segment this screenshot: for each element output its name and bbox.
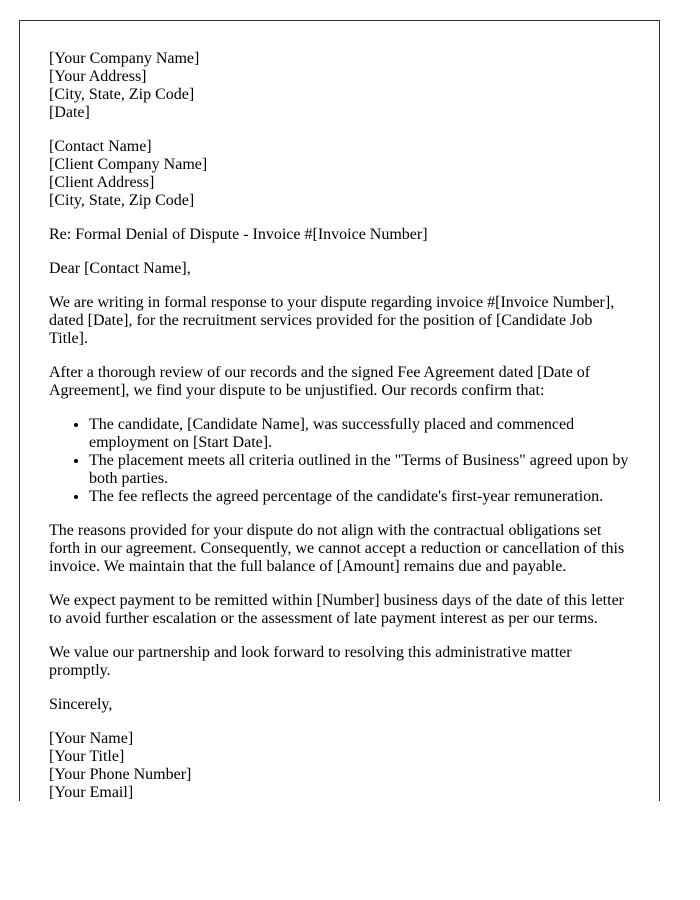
body-paragraph: We value our partnership and look forward to resolving this administrative matter promptly.: [49, 644, 572, 679]
body-paragraph: After a thorough review of our records and the signed Fee Agreement dated [Date of Agreement], we find your dispute to be unjustified. Our records confirm that:: [49, 364, 591, 399]
confirmation-list: [49, 416, 629, 506]
letter-date: [Date]: [49, 104, 90, 121]
sender-address: [Your Address]: [49, 68, 147, 85]
closing: Sincerely,: [49, 696, 113, 713]
salutation: Dear [Contact Name],: [49, 260, 191, 277]
signature-block: [49, 730, 629, 801]
letter-page: [19, 20, 660, 801]
list-item: • The fee reflects the agreed percentage of the candidate's first-year remuneration.: [89, 488, 629, 506]
sender-city: [City, State, Zip Code]: [49, 86, 195, 103]
sender-block: [49, 50, 629, 122]
recipient-block: [49, 138, 629, 210]
signature-email: [Your Email]: [49, 784, 134, 801]
signature-phone: [Your Phone Number]: [49, 766, 192, 783]
body-paragraph: We are writing in formal response to your dispute regarding invoice #[Invoice Number], dated [Date], for the recruitment services provided for the position of [Candidate Job Title].: [49, 294, 615, 347]
recipient-address: [Client Address]: [49, 174, 155, 191]
subject-line: Re: Formal Denial of Dispute - Invoice #[Invoice Number]: [49, 226, 428, 243]
signature-title: [Your Title]: [49, 748, 125, 765]
signature-name: [Your Name]: [49, 730, 134, 747]
body-paragraph: We expect payment to be remitted within [Number] business days of the date of this letter to avoid further escalation or the assessment of late payment interest as per our terms.: [49, 592, 624, 627]
list-item: • The candidate, [Candidate Name], was successfully placed and commenced employment on [Start Date].: [89, 416, 629, 452]
recipient-company: [Client Company Name]: [49, 156, 208, 173]
recipient-city: [City, State, Zip Code]: [49, 192, 195, 209]
recipient-contact: [Contact Name]: [49, 138, 152, 155]
body-paragraph: The reasons provided for your dispute do not align with the contractual obligations set forth in our agreement. Consequently, we cannot accept a reduction or cancellation of this invoice. We maintain that the full balance of [Amount] remains due and payable.: [49, 522, 625, 575]
sender-company: [Your Company Name]: [49, 50, 200, 67]
list-item: • The placement meets all criteria outlined in the "Terms of Business" agreed upon by both parties.: [89, 452, 629, 488]
